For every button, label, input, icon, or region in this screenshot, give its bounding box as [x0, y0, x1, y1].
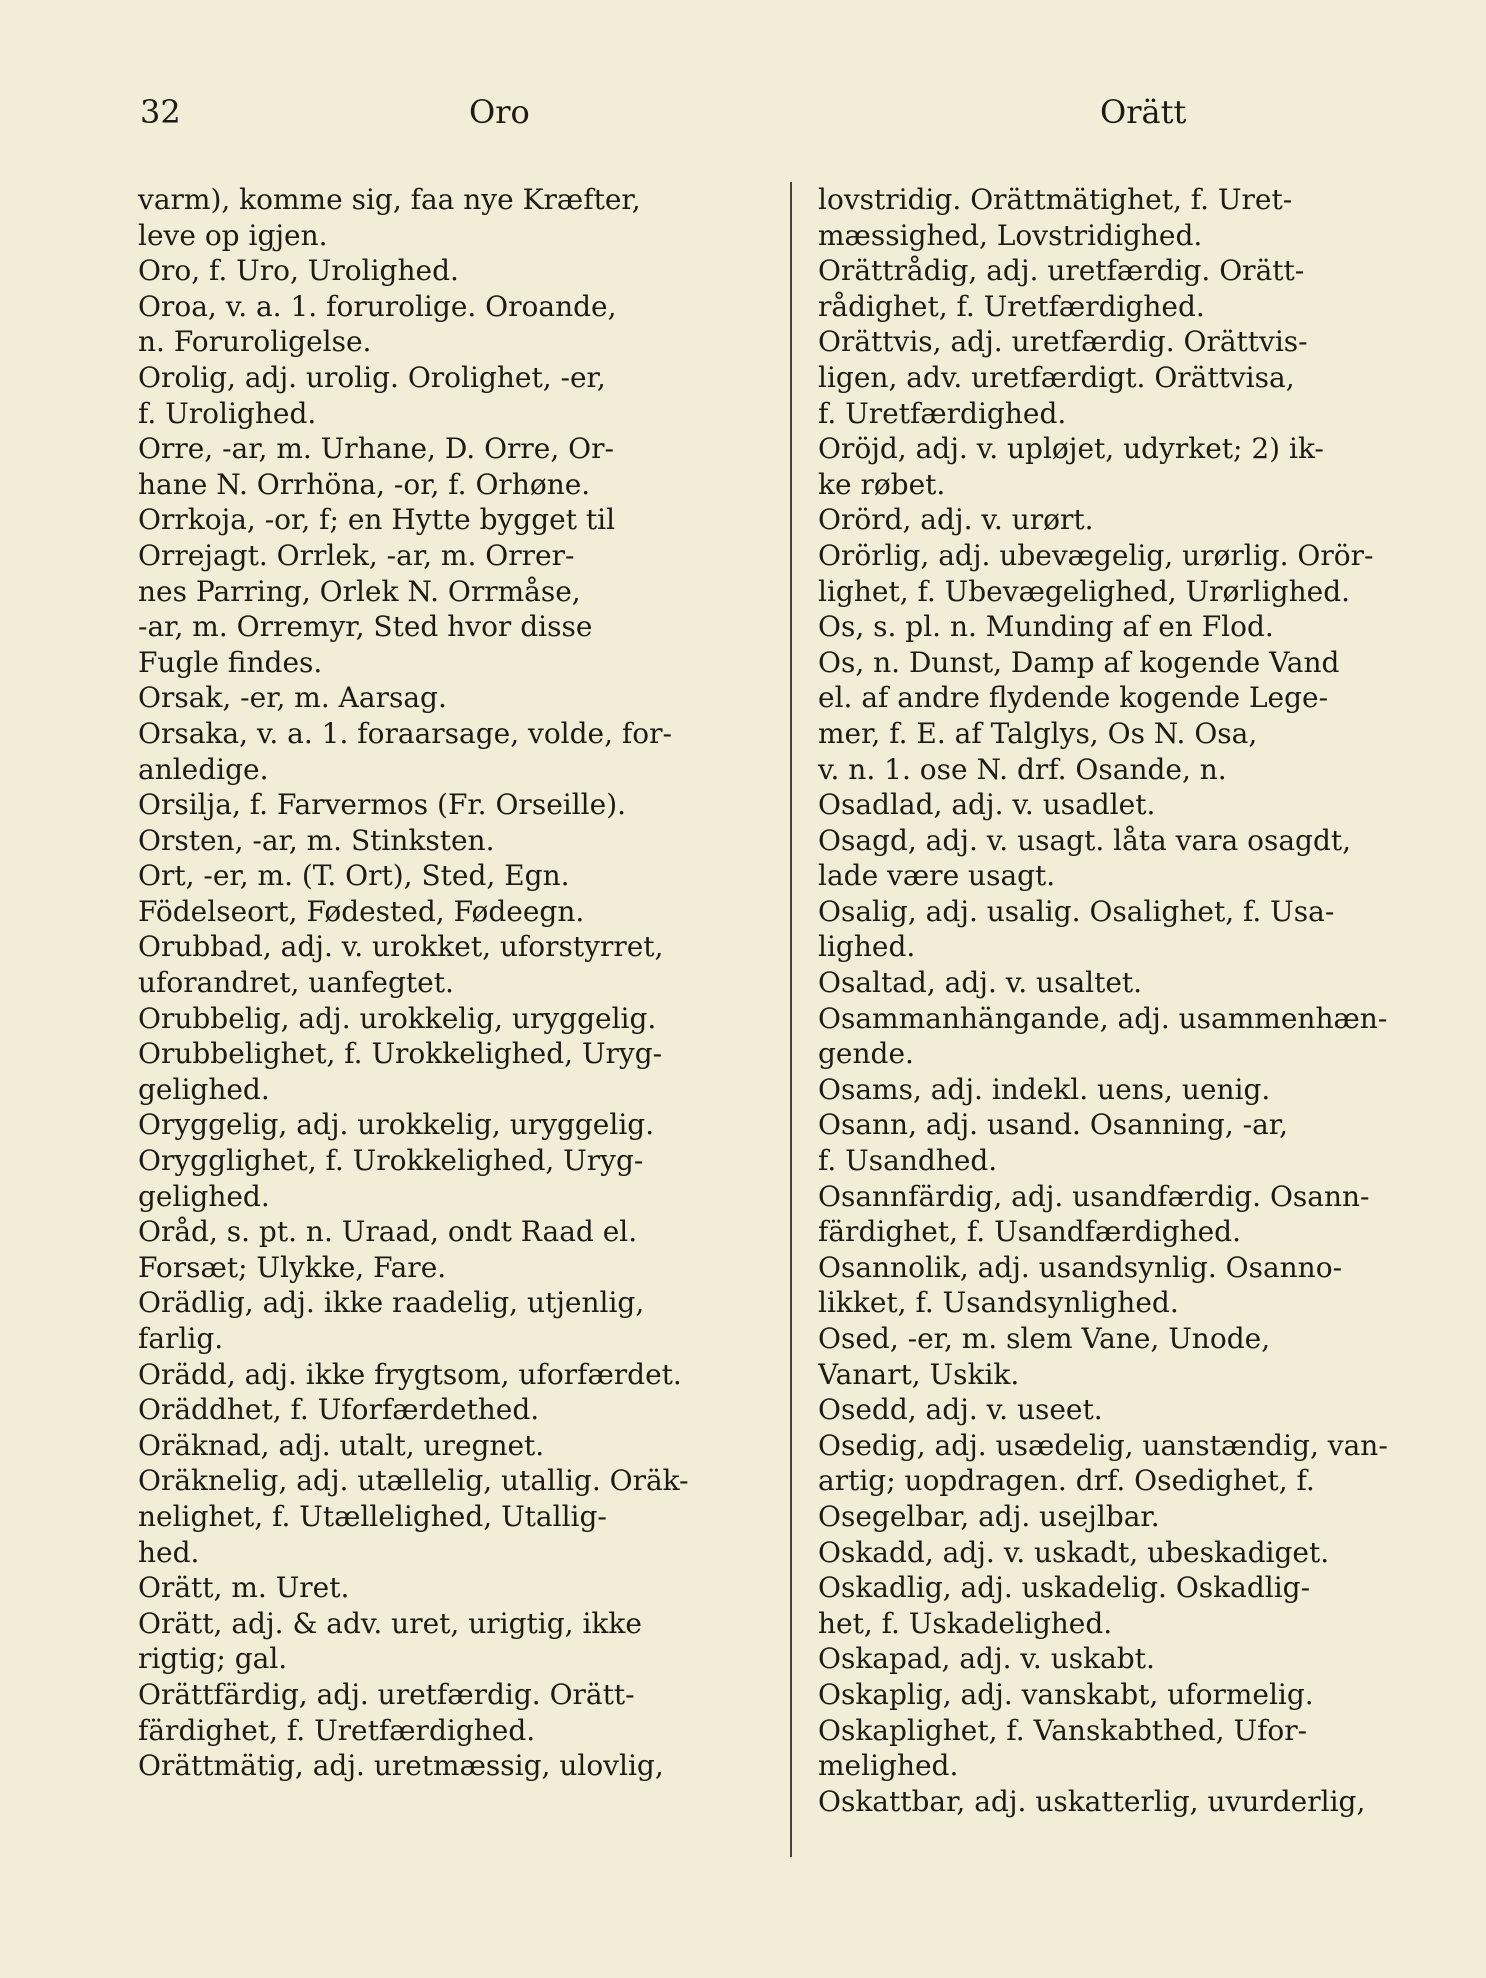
- entry-line: -ar, m. Orremyr, Sted hvor disse: [138, 610, 593, 644]
- entry-line: Orättfärdig, adj. uretfærdig. Orätt-: [138, 1677, 635, 1711]
- entry-line: Orrejagt. Orrlek, -ar, m. Orrer-: [138, 538, 575, 572]
- entry-line: Osadlad, adj. v. usadlet.: [818, 788, 1156, 822]
- entry-line: Orädd, adj. ikke frygtsom, uforfærdet.: [138, 1357, 682, 1391]
- entry-line: Orrkoja, -or, f; en Hytte bygget til: [138, 503, 616, 537]
- entry-line: lighet, f. Ubevægelighed, Urørlighed.: [818, 574, 1351, 608]
- entry-line: het, f. Uskadelighed.: [818, 1606, 1113, 1640]
- entry-line: färdighet, f. Usandfærdighed.: [818, 1215, 1241, 1249]
- entry-line: Oskadd, adj. v. uskadt, ubeskadiget.: [818, 1535, 1330, 1569]
- entry-line: färdighet, f. Uretfærdighed.: [138, 1713, 536, 1747]
- entry-line: farlig.: [138, 1322, 224, 1355]
- entry-line: f. Usandhed.: [818, 1144, 998, 1178]
- entry-line: Osegelbar, adj. usejlbar.: [818, 1499, 1160, 1533]
- entry-line: likket, f. Usandsynlighed.: [818, 1286, 1179, 1320]
- entry-line: Orsaka, v. a. 1. foraarsage, volde, for-: [138, 716, 672, 750]
- entry-line: Orätt, adj. & adv. uret, urigtig, ikke: [138, 1606, 642, 1640]
- entry-line: lade være usagt.: [818, 859, 1056, 893]
- entry-line: Orörd, adj. v. urørt.: [818, 503, 1094, 537]
- entry-line: Orsak, -er, m. Aarsag.: [138, 681, 447, 715]
- entry-line: Os, s. pl. n. Munding af en Flod.: [818, 610, 1274, 644]
- entry-line: Oräddhet, f. Uforfærdethed.: [138, 1393, 540, 1427]
- entry-line: Oskadlig, adj. uskadelig. Oskadlig-: [818, 1571, 1311, 1605]
- entry-line: Orre, -ar, m. Urhane, D. Orre, Or-: [138, 432, 614, 466]
- entry-line: artig; uopdragen. drf. Osedighet, f.: [818, 1464, 1315, 1498]
- entry-line: Osannolik, adj. usandsynlig. Osanno-: [818, 1250, 1343, 1284]
- entry-line: hane N. Orrhöna, -or, f. Orhøne.: [138, 467, 591, 501]
- entry-line: Osann, adj. usand. Osanning, -ar,: [818, 1108, 1288, 1142]
- entry-line: Orubbelighet, f. Urokkelighed, Uryg-: [138, 1037, 663, 1071]
- entry-line: nelighet, f. Utællelighed, Utallig-: [138, 1499, 607, 1533]
- entry-line: Orättmätig, adj. uretmæssig, ulovlig,: [138, 1749, 664, 1783]
- entry-line: gende.: [818, 1037, 914, 1071]
- entry-line: Oskaplig, adj. vanskabt, uformelig.: [818, 1677, 1314, 1711]
- entry-line: Osaltad, adj. v. usaltet.: [818, 966, 1143, 1000]
- entry-line: varm), komme sig, faa nye Kræfter,: [138, 183, 641, 216]
- left-column: [138, 182, 768, 1784]
- entry-line: v. n. 1. ose N. drf. Osande, n.: [818, 752, 1227, 786]
- entry-line: uforandret, uanfegtet.: [138, 966, 454, 1000]
- entry-line: leve op igjen.: [138, 218, 328, 252]
- entry-line: ke røbet.: [818, 467, 946, 501]
- entry-line: mæssighed, Lovstridighed.: [818, 218, 1203, 252]
- entry-line: Osedd, adj. v. useet.: [818, 1393, 1103, 1427]
- entry-line: Orubbelig, adj. urokkelig, uryggelig.: [138, 1001, 657, 1035]
- entry-line: n. Foruroligelse.: [138, 325, 372, 359]
- entry-line: Oskapad, adj. v. uskabt.: [818, 1642, 1155, 1676]
- entry-line: ligen, adv. uretfærdigt. Orättvisa,: [818, 360, 1295, 394]
- entry-line: Orättvis, adj. uretfærdig. Orättvis-: [818, 325, 1308, 359]
- entry-line: Orolig, adj. urolig. Orolighet, -er,: [138, 360, 606, 394]
- entry-line: Oskattbar, adj. uskatterlig, uvurderlig,: [818, 1784, 1366, 1818]
- entry-line: Osagd, adj. v. usagt. låta vara osagdt,: [818, 823, 1352, 857]
- entry-line: Fugle findes.: [138, 645, 323, 679]
- entry-line: Osammanhängande, adj. usammenhæn-: [818, 1001, 1388, 1035]
- entry-line: Oro, f. Uro, Urolighed.: [138, 254, 459, 288]
- entry-line: f. Urolighed.: [138, 396, 317, 430]
- entry-line: Osed, -er, m. slem Vane, Unode,: [818, 1322, 1271, 1355]
- entry-line: anledige.: [138, 752, 269, 786]
- entry-line: Forsæt; Ulykke, Fare.: [138, 1250, 447, 1284]
- right-column: [818, 182, 1440, 1819]
- entry-line: Oräknelig, adj. utællelig, utallig. Oräk-: [138, 1464, 689, 1498]
- entry-line: Oråd, s. pt. n. Uraad, ondt Raad el.: [138, 1215, 638, 1249]
- entry-line: Oroa, v. a. 1. forurolige. Oroande,: [138, 289, 617, 323]
- entry-line: hed.: [138, 1535, 200, 1569]
- entry-line: Osalig, adj. usalig. Osalighet, f. Usa-: [818, 894, 1335, 928]
- entry-line: Osannfärdig, adj. usandfærdig. Osann-: [818, 1179, 1370, 1213]
- running-head-right: Orätt: [1100, 93, 1187, 131]
- entry-line: melighed.: [818, 1749, 959, 1783]
- entry-line: lovstridig. Orättmätighet, f. Uret-: [818, 183, 1293, 216]
- entry-line: Orubbad, adj. v. urokket, uforstyrret,: [138, 930, 664, 964]
- entry-line: f. Uretfærdighed.: [818, 396, 1067, 430]
- entry-line: Orsten, -ar, m. Stinksten.: [138, 823, 495, 857]
- entry-line: el. af andre flydende kogende Lege-: [818, 681, 1329, 715]
- column-divider: [790, 182, 792, 1857]
- entry-line: rigtig; gal.: [138, 1642, 288, 1676]
- entry-line: Födelseort, Fødested, Fødeegn.: [138, 894, 585, 928]
- running-head-left: Oro: [469, 93, 530, 131]
- entry-line: Osedig, adj. usædelig, uanstændig, van-: [818, 1428, 1388, 1462]
- entry-line: Osams, adj. indekl. uens, uenig.: [818, 1072, 1271, 1106]
- entry-line: lighed.: [818, 930, 916, 964]
- entry-line: gelighed.: [138, 1179, 270, 1213]
- entry-line: Oryggelig, adj. urokkelig, uryggelig.: [138, 1108, 655, 1142]
- entry-line: Oröjd, adj. v. upløjet, udyrket; 2) ik-: [818, 432, 1324, 466]
- page-number: 32: [140, 93, 181, 131]
- entry-line: Orygglighet, f. Urokkelighed, Uryg-: [138, 1144, 644, 1178]
- entry-line: Os, n. Dunst, Damp af kogende Vand: [818, 645, 1340, 679]
- entry-line: mer, f. E. af Talglys, Os N. Osa,: [818, 716, 1258, 750]
- entry-line: Orätt, m. Uret.: [138, 1571, 350, 1605]
- entry-line: Orättrådig, adj. uretfærdig. Orätt-: [818, 254, 1305, 288]
- entry-line: Orsilja, f. Farvermos (Fr. Orseille).: [138, 788, 627, 822]
- entry-line: nes Parring, Orlek N. Orrmåse,: [138, 574, 581, 608]
- entry-line: Orädlig, adj. ikke raadelig, utjenlig,: [138, 1286, 645, 1320]
- entry-line: rådighet, f. Uretfærdighed.: [818, 289, 1205, 323]
- entry-line: gelighed.: [138, 1072, 270, 1106]
- entry-line: Vanart, Uskik.: [818, 1357, 1020, 1391]
- entry-line: Oskaplighet, f. Vanskabthed, Ufor-: [818, 1713, 1308, 1747]
- entry-line: Ort, -er, m. (T. Ort), Sted, Egn.: [138, 859, 570, 893]
- entry-line: Oräknad, adj. utalt, uregnet.: [138, 1428, 545, 1462]
- entry-line: Orörlig, adj. ubevægelig, urørlig. Orör-: [818, 538, 1374, 572]
